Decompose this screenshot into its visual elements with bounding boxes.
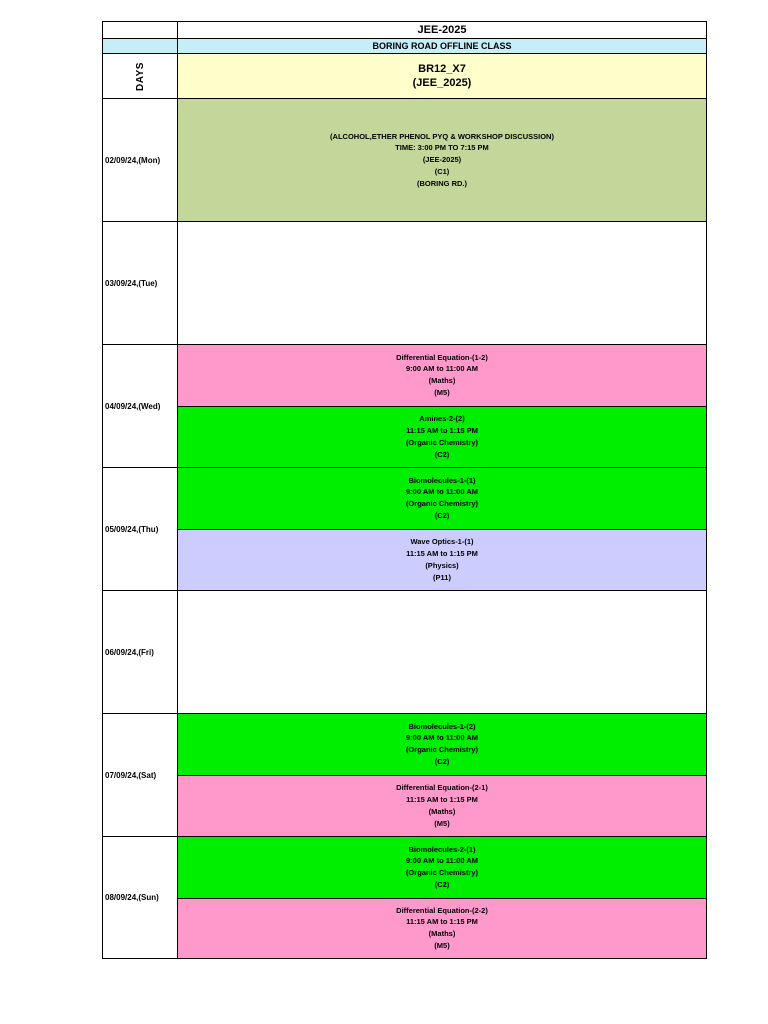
timetable [102,21,707,959]
session-detail: (Maths) [428,806,456,816]
session-title: Differential Equation-(1-2) [396,352,488,362]
day-date: 08/09/24,(Sun) [102,836,177,959]
day-row [102,467,707,590]
day-slots [177,467,707,590]
session-detail: 9:00 AM to 11:00 AM [406,364,478,374]
session-title: Biomolecules-1-(2) [408,721,476,731]
session-title: Differential Equation-(2-2) [396,905,488,915]
session-detail: (P11) [433,572,451,582]
session-detail: (Maths) [428,376,456,386]
session-title: Amines-2-(2) [419,414,465,424]
day-date: 06/09/24,(Fri) [102,590,177,713]
class-session [177,529,707,591]
day-row [102,836,707,959]
session-detail: (C2) [434,511,450,521]
day-row [102,713,707,836]
session-detail: 11:15 AM to 1:15 PM [406,917,478,927]
batch-code: BR12_X7 [418,63,466,75]
day-slots [177,590,707,713]
session-detail: (C2) [434,880,450,890]
day-row [102,221,707,344]
title-row [102,21,707,38]
batch-header [177,53,707,98]
days-label: DAYS [134,61,146,91]
day-date: 07/09/24,(Sat) [102,713,177,836]
class-session [177,467,707,529]
session-title: (ALCOHOL,ETHER PHENOL PYQ & WORKSHOP DISCUSSION) [330,131,554,141]
exam-title: JEE-2025 [177,21,707,38]
day-slots [177,836,707,959]
day-row [102,590,707,713]
empty-slot [177,221,707,344]
class-session [177,836,707,898]
day-date: 05/09/24,(Thu) [102,467,177,590]
class-session [177,713,707,775]
session-detail: (Physics) [425,560,459,570]
days-column-header [102,53,177,98]
subtitle-row [102,38,707,53]
session-detail: (C1) [434,166,450,176]
class-session [177,406,707,468]
session-title: Wave Optics-1-(1) [410,537,474,547]
day-slots [177,713,707,836]
class-session [177,344,707,406]
session-detail: (M5) [434,941,450,951]
day-slots [177,344,707,467]
day-slots [177,221,707,344]
class-session [177,775,707,837]
corner-cell [102,21,177,38]
session-detail: 9:00 AM to 11:00 AM [406,856,478,866]
session-detail: (M5) [434,818,450,828]
corner-cell-2 [102,38,177,53]
session-detail: (BORING RD.) [417,178,467,188]
class-session [177,98,707,221]
day-date: 02/09/24,(Mon) [102,98,177,221]
session-detail: 11:15 AM to 1:15 PM [406,548,478,558]
session-detail: 9:00 AM to 11:00 AM [406,487,478,497]
session-detail: (JEE-2025) [422,155,462,165]
session-detail: (Maths) [428,929,456,939]
session-detail: (C2) [434,449,450,459]
days-container [102,98,707,959]
day-slots [177,98,707,221]
empty-slot [177,590,707,713]
session-detail: 11:15 AM to 1:15 PM [406,425,478,435]
day-date: 03/09/24,(Tue) [102,221,177,344]
session-detail: 9:00 AM to 11:00 AM [406,733,478,743]
session-title: Differential Equation-(2-1) [396,783,488,793]
batch-session: (JEE_2025) [412,77,472,89]
day-row [102,344,707,467]
class-session [177,898,707,960]
session-detail: (Organic Chemistry) [405,868,479,878]
session-title: Biomolecules-1-(1) [408,475,476,485]
day-date: 04/09/24,(Wed) [102,344,177,467]
session-detail: (M5) [434,388,450,398]
day-row [102,98,707,221]
session-detail: (C2) [434,757,450,767]
class-subtitle: BORING ROAD OFFLINE CLASS [177,38,707,53]
session-detail: (Organic Chemistry) [405,499,479,509]
session-detail: (Organic Chemistry) [405,745,479,755]
session-title: Biomolecules-2-(1) [408,844,476,854]
session-detail: TIME: 3:00 PM TO 7:15 PM [395,143,489,153]
session-detail: 11:15 AM to 1:15 PM [406,794,478,804]
session-detail: (Organic Chemistry) [405,437,479,447]
batch-row [102,53,707,98]
